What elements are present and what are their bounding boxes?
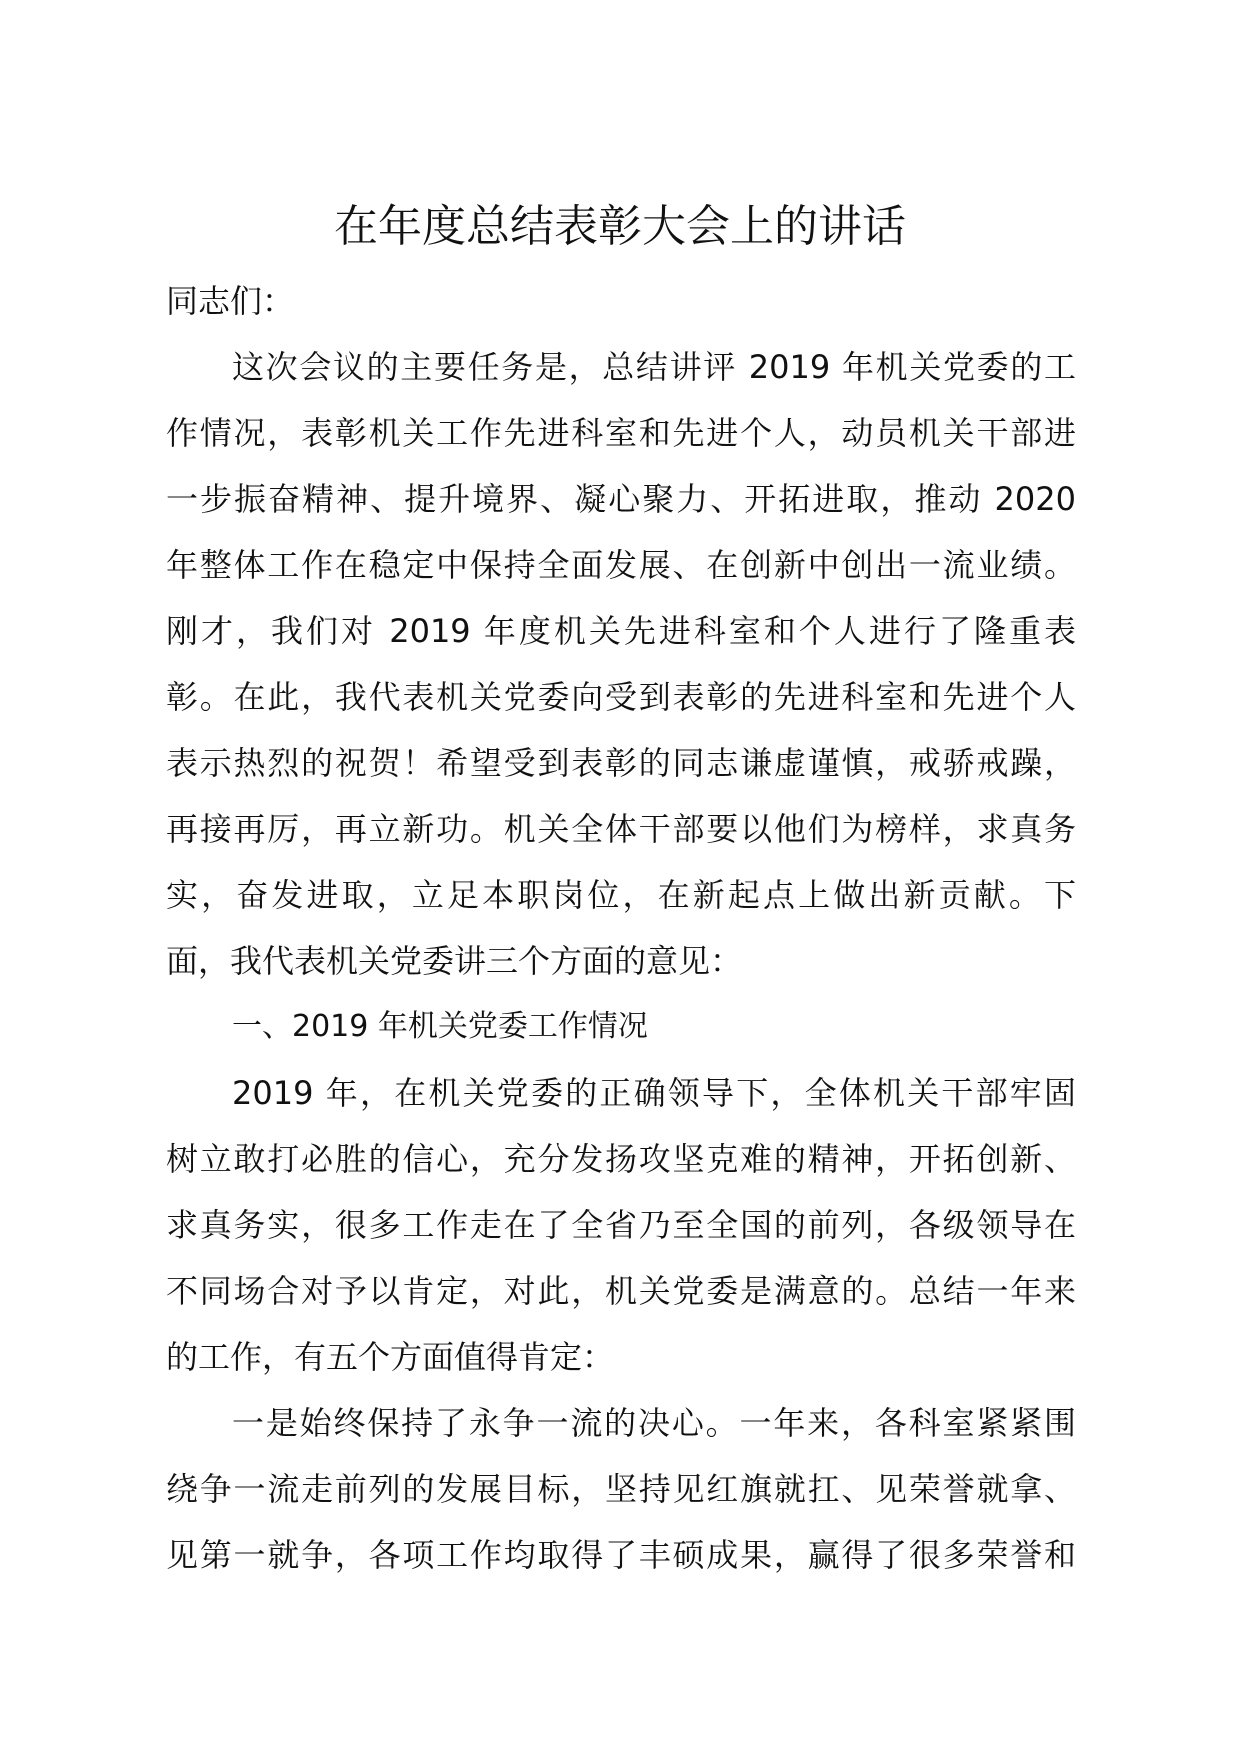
paragraph-line: 这次会议的主要任务是，总结讲评 2019 年机关党委的工 (232, 348, 1076, 386)
section-heading: 一、2019 年机关党委工作情况 (232, 1009, 648, 1044)
document-title: 在年度总结表彰大会上的讲话 (334, 201, 906, 252)
paragraph-line: 见第一就争，各项工作均取得了丰硕成果，赢得了很多荣誉和 (166, 1536, 1076, 1574)
paragraph-line: 作情况，表彰机关工作先进科室和先进个人，动员机关干部进 (166, 414, 1076, 452)
paragraph-line: 2019 年，在机关党委的正确领导下，全体机关干部牢固 (232, 1074, 1076, 1112)
paragraph-line: 求真务实，很多工作走在了全省乃至全国的前列，各级领导在 (166, 1206, 1076, 1244)
paragraph-line: 实，奋发进取，立足本职岗位，在新起点上做出新贡献。下 (166, 876, 1076, 914)
paragraph-line: 表示热烈的祝贺！希望受到表彰的同志谦虚谨慎，戒骄戒躁， (166, 744, 1076, 782)
paragraph-line: 不同场合对予以肯定，对此，机关党委是满意的。总结一年来 (166, 1272, 1076, 1310)
paragraph-line: 面，我代表机关党委讲三个方面的意见： (166, 942, 743, 980)
greeting: 同志们： (166, 282, 295, 320)
paragraph-line: 的工作，有五个方面值得肯定： (166, 1338, 615, 1376)
paragraph-line: 再接再厉，再立新功。机关全体干部要以他们为榜样，求真务 (166, 810, 1076, 848)
document-body (166, 268, 1076, 1588)
paragraph-line: 刚才，我们对 2019 年度机关先进科室和个人进行了隆重表 (166, 612, 1076, 650)
paragraph-line: 一是始终保持了永争一流的决心。一年来，各科室紧紧围 (232, 1404, 1076, 1442)
paragraph-line: 年整体工作在稳定中保持全面发展、在创新中创出一流业绩。 (166, 546, 1076, 584)
paragraph-line: 一步振奋精神、提升境界、凝心聚力、开拓进取，推动 2020 (166, 480, 1076, 518)
paragraph-line: 树立敢打必胜的信心，充分发扬攻坚克难的精神，开拓创新、 (166, 1140, 1076, 1178)
paragraph-line: 绕争一流走前列的发展目标，坚持见红旗就扛、见荣誉就拿、 (166, 1470, 1076, 1508)
paragraph-line: 彰。在此，我代表机关党委向受到表彰的先进科室和先进个人 (166, 678, 1076, 716)
